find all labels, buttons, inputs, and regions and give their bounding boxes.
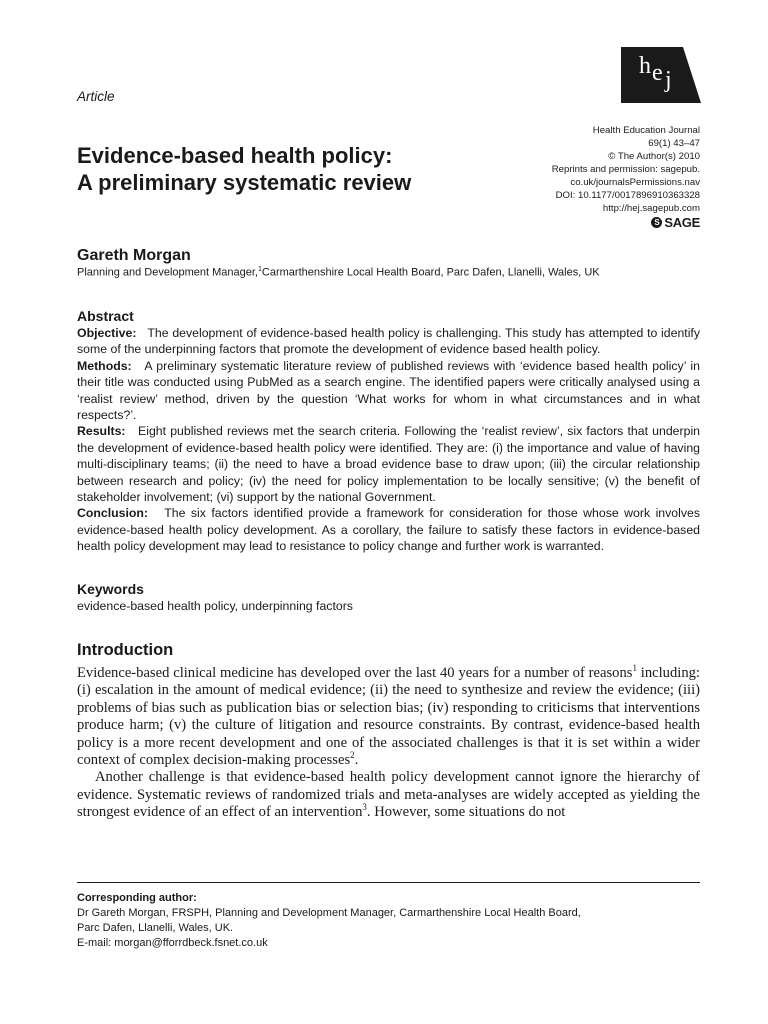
introduction-paragraph-2 <box>77 769 700 821</box>
journal-info <box>552 124 700 215</box>
citation-1: 1 <box>632 663 637 674</box>
footnote-label: Corresponding author: <box>77 892 197 904</box>
results-text: Eight published reviews met the search criteria. Following the ‘realist review’, six factors that underpin the development of evidence-based health policy were identified. They are: (i) the importance and value of having multi-disciplinary teams; (ii) the need to have a broad evidence base to draw upon; (iii) the circular relationship between research and policy; (iv) the need for policy implementation to be locally sensitive; (v) the benefit of stakeholder involvement; (vi) support by the national Government. <box>77 424 701 505</box>
methods-label: Methods: <box>77 358 132 373</box>
conclusion-text: The six factors identified provide a framework for consideration for those whose work involves evidence-based health policy development. As a corollary, the failure to satisfy these factors in evidence-based health policy development may lead to resistance to policy change and further work is warranted. <box>77 506 701 554</box>
keywords <box>77 581 700 614</box>
abstract-objective <box>77 325 700 358</box>
abstract-methods <box>77 358 700 424</box>
p1-text-a: Evidence-based clinical medicine has developed over the last 40 years for a number of reasons <box>77 665 633 681</box>
conclusion-label: Conclusion: <box>77 506 149 521</box>
abstract <box>77 308 700 555</box>
objective-text: The development of evidence-based health policy is challenging. This study has attempted to identify some of the underpinning factors that promote the development of evidence based health policy. <box>77 326 700 357</box>
journal-volume: 69(1) 43–47 <box>648 138 700 149</box>
p1-text-b: including: (i) escalation in the amount of medical evidence; (ii) the need to synthesize and review the evidence; (iii) problems of bias such as publication bias or selection bias; (iv) responding to criticisms that interventions produce harm; (v) the culture of litigation and resource constraints. By contrast, evidence-based health policy is a more recent development and one of the associated challenges is that it is set within a wider context of complex decision-making processes <box>77 665 700 769</box>
journal-url[interactable]: http://hej.sagepub.com <box>602 203 700 214</box>
keywords-heading: Keywords <box>77 581 144 597</box>
abstract-heading: Abstract <box>77 308 134 324</box>
journal-name: Health Education Journal <box>592 125 700 136</box>
affiliation-place: Carmarthenshire Local Health Board, Parc Dafen, Llanelli, Wales, UK <box>261 266 600 279</box>
abstract-conclusion <box>77 505 700 554</box>
footnote-divider <box>77 882 700 883</box>
results-label: Results: <box>77 424 126 439</box>
citation-2: 2 <box>350 750 355 761</box>
sage-s-icon: S <box>651 217 662 228</box>
methods-text: A preliminary systematic literature review of published reviews with ‘evidence based health policy’ in their title was conducted using PubMed as a search engine. The identified papers were critically analysed using a ‘realist review’ method, driven by the question ‘What works for whom in what circumstances and in what respects?’. <box>77 358 700 423</box>
affiliation-marker: 1 <box>258 266 262 273</box>
affiliation-role: Planning and Development Manager, <box>77 266 259 279</box>
author-affiliation <box>77 266 600 279</box>
p1-text-c: . <box>354 752 359 769</box>
abstract-results <box>77 423 700 505</box>
citation-3: 3 <box>362 802 367 813</box>
objective-label: Objective: <box>77 326 137 340</box>
keywords-text: evidence-based health policy, underpinning factors <box>77 599 353 613</box>
introduction-heading: Introduction <box>77 641 174 659</box>
footnote-email[interactable]: E-mail: morgan@fforrdbeck.fsnet.co.uk <box>77 937 268 949</box>
footnote-line-1: Dr Gareth Morgan, FRSPH, Planning and Development Manager, Carmarthenshire Local Health Board, <box>77 907 581 919</box>
journal-copyright: © The Author(s) 2010 <box>608 151 700 162</box>
article-title <box>77 142 517 196</box>
corresponding-author-footnote <box>77 891 700 951</box>
p2-text-b: . However, some situations do not <box>366 804 566 821</box>
sage-logo-text: SAGE <box>664 215 700 230</box>
p2-text-a: Another challenge is that evidence-based health policy development cannot ignore the hierarchy of evidence. Systematic reviews of randomized trials and meta-analyses are widely accepted as yielding the strongest evidence of an effect of an intervention <box>77 769 700 821</box>
journal-doi[interactable]: DOI: 10.1177/0017896910363328 <box>555 190 700 201</box>
journal-reprints-line2[interactable]: co.uk/journalsPermissions.nav <box>570 177 700 188</box>
introduction-body <box>77 665 700 822</box>
journal-logo <box>621 47 701 103</box>
logo-text: h e j <box>639 53 672 93</box>
title-line-1: Evidence-based health policy: <box>77 143 393 168</box>
sage-logo <box>651 215 700 230</box>
author-name: Gareth Morgan <box>77 247 191 264</box>
journal-reprints-line1: Reprints and permission: sagepub. <box>551 164 700 175</box>
section-label: Article <box>77 89 115 104</box>
introduction-paragraph-1 <box>77 665 700 769</box>
title-line-2: A preliminary systematic review <box>77 170 412 195</box>
footnote-line-2: Parc Dafen, Llanelli, Wales, UK. <box>77 922 234 934</box>
